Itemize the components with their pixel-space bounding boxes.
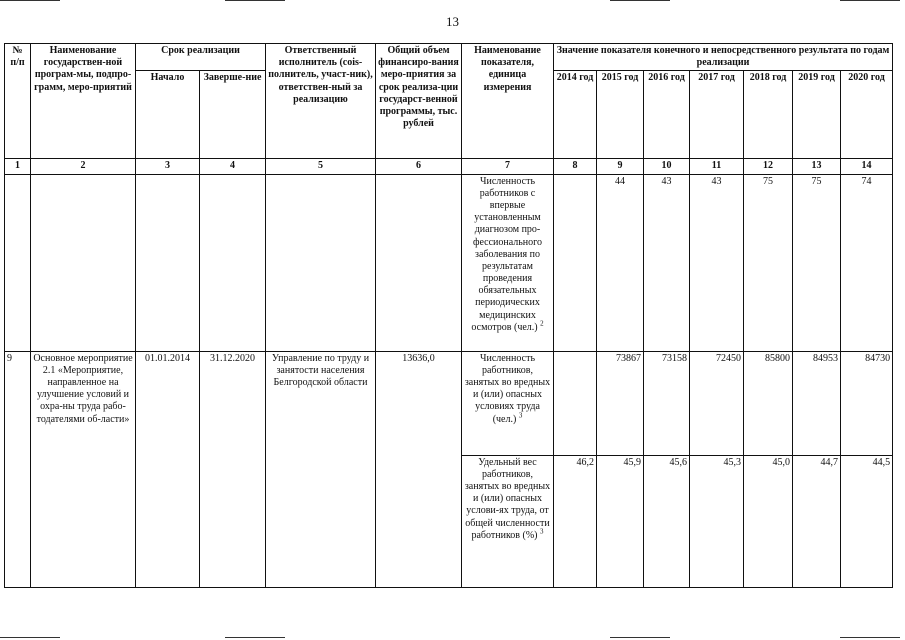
cell-value: 44 [597, 174, 644, 351]
footnote-mark: 3 [540, 527, 544, 536]
header-values: Значение показателя конечного и непосредственного результата по годам реализации [554, 44, 893, 71]
cell-value: 75 [793, 174, 841, 351]
column-number: 2 [31, 159, 136, 174]
header-indicator: Наименование показателя, единица измерения [462, 44, 554, 159]
cell-indicator [462, 455, 554, 587]
cell-value: 44,7 [793, 455, 841, 587]
cell-value [554, 174, 597, 351]
cell-value [554, 351, 597, 455]
cell-number: 9 [5, 351, 31, 587]
top-edge-line [610, 0, 670, 1]
column-number: 14 [841, 159, 893, 174]
indicator-text: Удельный вес работников, занятых во вредных и (или) опасных услови-ях труда, от общей численности работников (%) [464, 456, 551, 541]
cell-value: 45,0 [744, 455, 793, 587]
indicator-text: Численность работников, занятых во вредных и (или) опасных условиях труда (чел.) [464, 352, 551, 425]
header-year: 2020 год [841, 71, 893, 159]
top-edge-line [0, 0, 60, 1]
cell-responsible [266, 174, 376, 351]
header-year: 2017 год [690, 71, 744, 159]
column-number: 12 [744, 159, 793, 174]
cell-number [5, 174, 31, 351]
cell-end: 31.12.2020 [200, 351, 266, 587]
column-number: 13 [793, 159, 841, 174]
table-row [5, 351, 893, 455]
header-program-name: Наименование государствен-ной програм-мы, подпро-грамм, меро-приятий [31, 44, 136, 159]
header-year: 2018 год [744, 71, 793, 159]
column-number: 10 [644, 159, 690, 174]
cell-value: 46,2 [554, 455, 597, 587]
header-year: 2014 год [554, 71, 597, 159]
cell-funding: 13636,0 [376, 351, 462, 587]
cell-program-name [31, 174, 136, 351]
column-number: 3 [136, 159, 200, 174]
cell-value: 75 [744, 174, 793, 351]
cell-funding [376, 174, 462, 351]
header-start: Начало [136, 71, 200, 159]
cell-value: 45,6 [644, 455, 690, 587]
top-edge-line [225, 0, 285, 1]
cell-indicator [462, 351, 554, 455]
cell-value: 72450 [690, 351, 744, 455]
cell-responsible: Управление по труду и занятости населения Белгородской области [266, 351, 376, 587]
cell-start [136, 174, 200, 351]
cell-value: 43 [644, 174, 690, 351]
column-number: 5 [266, 159, 376, 174]
page-number: 13 [446, 14, 459, 29]
bottom-edge-line [225, 637, 285, 638]
program-table [4, 43, 893, 588]
header-number: № п/п [5, 44, 31, 159]
cell-value: 84953 [793, 351, 841, 455]
column-number: 11 [690, 159, 744, 174]
footnote-mark: 3 [518, 411, 523, 420]
bottom-edge-line [840, 637, 900, 638]
indicator-text: Численность работников с впервые установленным диагнозом про-фессионального заболевания по результатам проведения обязательных периодических медицинских осмотров (чел.) [471, 175, 543, 333]
column-number: 6 [376, 159, 462, 174]
cell-value: 73158 [644, 351, 690, 455]
header-responsible: Ответственный исполнитель (сois-полнитель, участ-ник), ответствен-ный за реализацию [266, 44, 376, 159]
column-number: 8 [554, 159, 597, 174]
column-number: 4 [200, 159, 266, 174]
header-funding: Общий объем финансиро-вания меро-приятия за срок реализа-ции государст-венной программы, тыс. рублей [376, 44, 462, 159]
cell-value: 45,9 [597, 455, 644, 587]
column-number: 9 [597, 159, 644, 174]
cell-value: 43 [690, 174, 744, 351]
bottom-edge-line [610, 637, 670, 638]
cell-indicator [462, 174, 554, 351]
cell-start: 01.01.2014 [136, 351, 200, 587]
cell-program-name: Основное мероприятие 2.1 «Мероприятие, направленное на улучшение условий и охра-ны труда рабо-тодателями об-ласти» [31, 351, 136, 587]
header-year: 2019 год [793, 71, 841, 159]
footnote-mark: 2 [540, 319, 544, 328]
cell-end [200, 174, 266, 351]
header-year: 2015 год [597, 71, 644, 159]
top-edge-line [840, 0, 900, 1]
column-number: 7 [462, 159, 554, 174]
cell-value: 84730 [841, 351, 893, 455]
cell-value: 73867 [597, 351, 644, 455]
cell-value: 45,3 [690, 455, 744, 587]
cell-value: 44,5 [841, 455, 893, 587]
header-period: Срок реализации [136, 44, 266, 71]
bottom-edge-line [0, 637, 60, 638]
cell-value: 74 [841, 174, 893, 351]
cell-value: 85800 [744, 351, 793, 455]
table-row [5, 174, 893, 351]
header-end: Заверше-ние [200, 71, 266, 159]
header-year: 2016 год [644, 71, 690, 159]
column-number: 1 [5, 159, 31, 174]
